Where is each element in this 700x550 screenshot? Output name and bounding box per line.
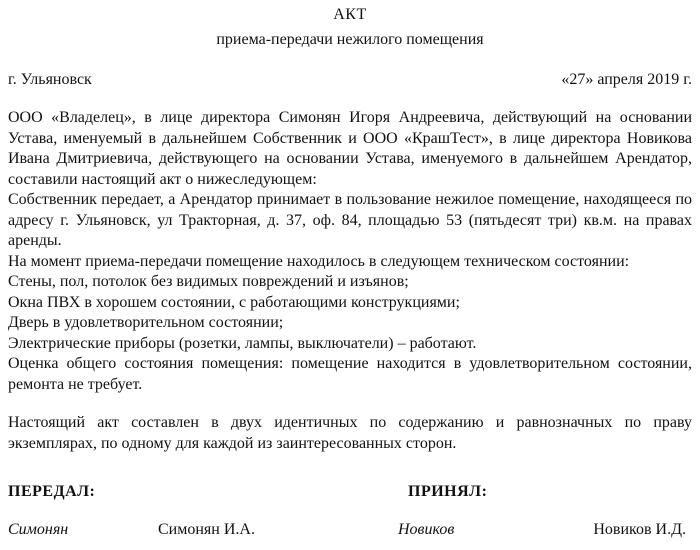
condition-intro: На момент приема-передачи помещение находилось в следующем техническом состоянии: — [8, 252, 630, 270]
condition-item: Стены, пол, потолок без видимых повреждений и изъянов; — [8, 273, 409, 290]
paragraph-parties: ООО «Владелец», в лице директора Симонян Игоря Андреевича, действующий на основании Устава, именуемый в дальнейшем Собственник и ООО «КрашТест», в лице директора Новикова Ивана Дмитриевича, действующего на основании Устава, именуемого в дальнейшем Арендатор, составили настоящий акт о нижеследующем: — [8, 109, 692, 188]
condition-item: Электрические приборы (розетки, лампы, выключатели) – работают. — [8, 334, 477, 352]
received-label: ПРИНЯЛ: — [408, 483, 488, 500]
owner-signature: Симонян — [8, 521, 69, 538]
document-subtitle: приема-передачи нежилого помещения — [216, 31, 484, 48]
paragraph-subject: Собственник передает, а Арендатор принимает в пользование нежилое помещение, находящееся по адресу г. Ульяновск, ул Тракторная, д. 37, оф. 84, площадью 53 (пятьдесят три) кв.м. на правах аренды. — [8, 191, 692, 249]
condition-item: Окна ПВХ в хорошем состоянии, с работающими конструкциями; — [8, 293, 460, 311]
condition-item: Дверь в удовлетворительном состоянии; — [8, 314, 284, 331]
city: г. Ульяновск — [8, 71, 92, 88]
paragraph-assessment: Оценка общего состояния помещения: помещение находится в удовлетворительном состоянии, ремонта не требует. — [8, 355, 692, 393]
owner-name: Симонян И.А. — [158, 521, 255, 538]
tenant-name: Новиков И.Д. — [593, 521, 686, 538]
gave-label: ПЕРЕДАЛ: — [8, 483, 96, 500]
document-title: АКТ — [333, 6, 367, 23]
date: «27» апреля 2019 г. — [561, 71, 692, 88]
document-body — [8, 0, 692, 454]
paragraph-copies: Настоящий акт составлен в двух идентичных по содержанию и равнозначных по праву экземплярах, по одному для каждой из заинтересованных сторон. — [8, 414, 692, 452]
place-date-row — [8, 69, 692, 91]
tenant-signature: Новиков — [398, 521, 455, 538]
